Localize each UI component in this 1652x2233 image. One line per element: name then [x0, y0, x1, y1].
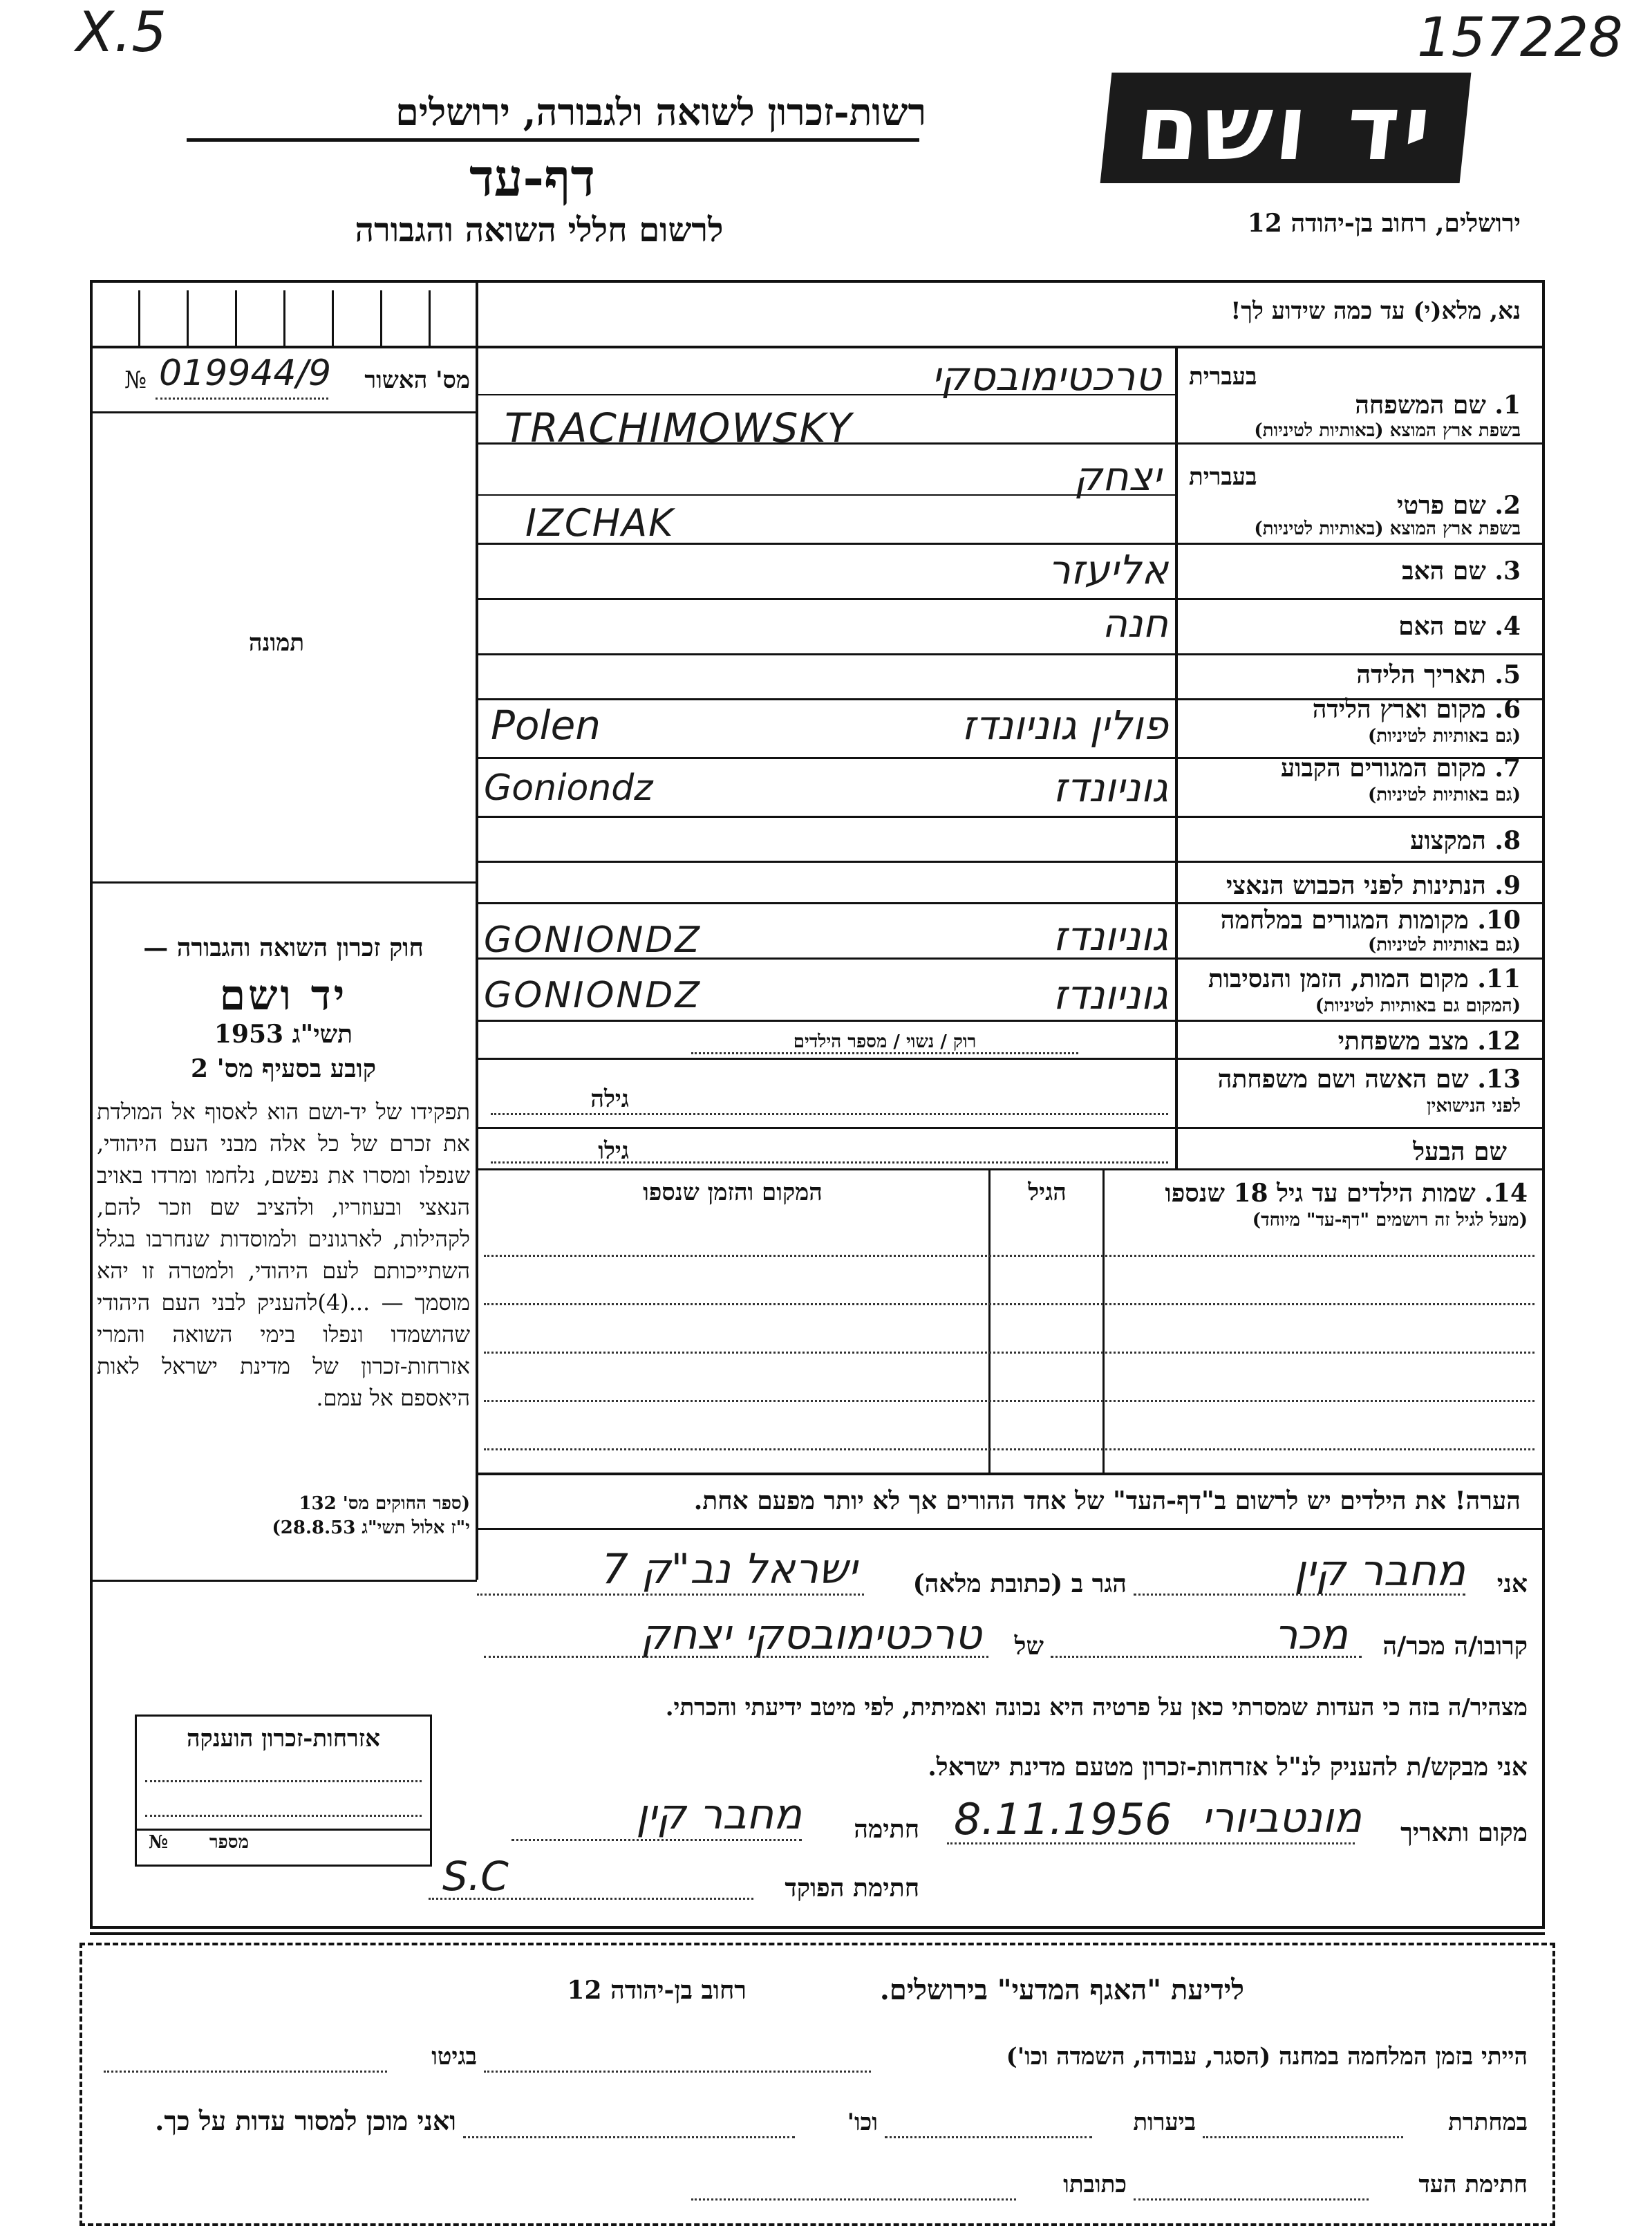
field-2-heb-value: יצחק: [1073, 453, 1161, 500]
field-1-note: בשפת ארץ המוצא (באותיות לטיניות): [1254, 420, 1521, 441]
place-date-label: מקום ותאריך: [1400, 1818, 1528, 1847]
witness-i-label: אני: [1496, 1569, 1528, 1598]
field-2-heb-tag: בעברית: [1189, 463, 1257, 491]
signature-value: מחבר קין: [636, 1791, 802, 1839]
field-1-latin-value: TRACHIMOWSKY: [505, 404, 853, 451]
witness-request: אני מבקש/ת להעניק לנ"ל אזרחות-זכרון מטעם מדינת ישראל.: [928, 1753, 1528, 1782]
law-name: יד ושם: [219, 971, 348, 1020]
field-10-note: (גם באותיות לטיניות): [1367, 935, 1521, 955]
witness-relative-label: קרובו/ה מכר/ה: [1382, 1632, 1528, 1661]
footer-line2-a: במחתרת: [1448, 2109, 1528, 2136]
citizenship-title: אזרחות-זכרון הוענקה: [187, 1725, 380, 1753]
address: ירושלים, רחוב בן-יהודה 12: [1247, 209, 1521, 238]
signature-label: חתימה: [854, 1815, 919, 1844]
footer-line1-b: בגיטו: [431, 2043, 477, 2071]
field-11-value: גוניונדז: [1053, 971, 1168, 1018]
witness-address: ישראל נב"ק 7: [601, 1545, 857, 1594]
law-body: תפקידו של יד-ושם הוא לאסוף אל המולדת את זכרם של כל אלה מבני העם היהודי, שנפלו ומסרו את נפשם, נלחמו ומרדו באויב הנאצי ובעוזריו, ולהציב שם וזכר להם, לקהילות, לארגונים ולמוסדות שנחרבו בגלל השתייכותם לעם היהודי, ולמטרה זו יהא מוסמך — ...(4)להעניק לבני העם היהודי שהושמדו ונפלו בימי השואה והמרי אזרחות-זכרון של מדינת ישראל לאות היאספם אל עמם.: [97, 1099, 471, 1411]
footer-line2-d: ואני מוכן למסור עדות על כך.: [155, 2105, 456, 2136]
footer-address: רחוב בן-יהודה 12: [567, 1976, 747, 2005]
law-gazette-date: י"ז אלול תשי"ג 28.8.53): [272, 1517, 470, 1538]
footer-line3-a: חתימת העד: [1418, 2171, 1528, 2198]
footer-heading: לידיעת "האגף המדעי" בירושלים.: [879, 1974, 1244, 2006]
field-10-label: 10. מקומות המגורים במלחמה: [1220, 906, 1521, 935]
archive-number: 157228: [1417, 7, 1623, 69]
field-11-latin-value: GONIONDZ: [484, 975, 702, 1016]
page-title: דף-עד: [469, 149, 596, 208]
field-7-value: גוניונדז: [1053, 764, 1168, 811]
place-value: מונטביורי: [1201, 1794, 1362, 1842]
witness-resides-label: הגר ב (כתובת מלאה): [912, 1569, 1127, 1598]
field-1-heb-tag: בעברית: [1189, 363, 1257, 391]
law-gazette: (ספר החוקים מס' 132: [299, 1493, 470, 1514]
citizenship-number-label: מספר: [209, 1832, 249, 1853]
field-7-note: (גם באותיות לטיניות): [1367, 785, 1521, 805]
witness-name: מחבר קין: [1294, 1545, 1465, 1596]
field-12-options: רוק / נשוי / מספר הילדים: [793, 1031, 977, 1052]
citizenship-no-prefix: №: [149, 1832, 169, 1853]
officer-label: חתימת הפוקד: [785, 1874, 919, 1903]
footer-line2-b: ביערות: [1133, 2109, 1196, 2136]
field-13-label: 13. שם האשה ושם משפחתה: [1217, 1065, 1521, 1094]
children-col-age: הגיל: [1028, 1179, 1067, 1206]
permit-value: 019944/9: [159, 353, 332, 394]
corner-mark: X.5: [76, 0, 167, 64]
field-6-latin-value: Polen: [491, 702, 601, 749]
law-clause: קובע בסעיף מס' 2: [191, 1054, 376, 1083]
date-value: 8.11.1956: [954, 1794, 1172, 1844]
field-husband-age-label: גילו: [598, 1137, 629, 1165]
permit-label: מס' האשור: [364, 366, 470, 394]
field-2-label: 2. שם פרטי: [1396, 491, 1521, 520]
field-9-label: 9. הנתינות לפני הכבוש הנאצי: [1226, 871, 1521, 900]
children-note: (מעל לגיל זה רושמים "דף-עד" מיוחד): [1252, 1210, 1528, 1231]
footer-line1-a: הייתי בזמן המלחמה במחנה (הסגר, עבודה, השמדה וכו'): [1006, 2043, 1528, 2071]
permit-no-prefix: №: [124, 366, 147, 394]
field-7-label: 7. מקום המגורים הקבוע: [1280, 754, 1521, 783]
field-13-age-label: גילה: [590, 1085, 629, 1113]
field-2-note: בשפת ארץ המוצא (באותיות לטיניות): [1254, 518, 1521, 539]
law-year: תשי"ג 1953: [214, 1020, 353, 1049]
law-title: חוק זכרון השואה והגבורה —: [143, 933, 424, 962]
field-7-latin-value: Goniondz: [484, 767, 653, 809]
page-subtitle: לרשום חללי השואה והגבורה: [355, 211, 724, 250]
witness-declaration: מצהיר/ה בזה כי העדות שמסרתי כאן על פרטיה היא נכונה ואמיתית, לפי מיטב ידיעתי והכרתי.: [665, 1694, 1528, 1721]
field-8-label: 8. המקצוע: [1410, 826, 1521, 855]
field-11-label: 11. מקום המות, הזמן והנסיבות: [1208, 964, 1521, 993]
photo-label: תמונה: [248, 629, 305, 657]
children-label: 14. שמות הילדים עד גיל 18 שנספו: [1165, 1179, 1528, 1208]
field-13-note: לפני הנישואין: [1426, 1096, 1521, 1116]
field-3-label: 3. שם האב: [1402, 557, 1521, 586]
field-6-value: פולין גוניונדז: [961, 702, 1168, 749]
field-12-label: 12. מצב משפחתי: [1337, 1027, 1521, 1056]
field-5-label: 5. תאריך הלידה: [1356, 660, 1521, 689]
footer-line3-b: כתובתו: [1063, 2171, 1127, 2198]
org-line: רשות-זכרון לשואה ולגבורה, ירושלים: [395, 90, 926, 134]
field-6-label: 6. מקום וארץ הלידה: [1312, 695, 1521, 724]
field-1-heb-value: טרכטימובסקי: [931, 353, 1161, 400]
instructions: נא, מלא(י) עד כמה שידוע לך!: [1230, 297, 1521, 325]
children-col-place: המקום והזמן שנספו: [643, 1179, 823, 1206]
field-4-value: חנה: [1102, 601, 1168, 646]
witness-of-label: של: [1014, 1632, 1044, 1661]
field-11-note: (המקום גם באותיות לטיניות): [1315, 996, 1521, 1016]
witness-of-value: טרכטימובסקי יצחק: [640, 1611, 982, 1659]
field-husband-label: שם הבעל: [1413, 1137, 1507, 1166]
field-6-note: (גם באותיות לטיניות): [1367, 726, 1521, 747]
remark: הערה! את הילדים יש לרשום ב"דף-העד" של אחד ההורים אך לא יותר מפעם אחת.: [693, 1486, 1521, 1515]
field-4-label: 4. שם האם: [1398, 612, 1521, 641]
field-10-latin-value: GONIONDZ: [484, 919, 702, 961]
yad-vashem-logo: יד ושם: [1100, 73, 1472, 183]
field-1-label: 1. שם המשפחה: [1355, 391, 1521, 420]
officer-signature: S.C: [442, 1853, 509, 1900]
field-3-value: אליעזר: [1048, 546, 1168, 593]
field-2-latin-value: IZCHAK: [525, 501, 675, 545]
witness-relation: מכר: [1274, 1611, 1348, 1659]
footer-line2-c: וכו': [847, 2109, 878, 2136]
field-10-value: גוניונדז: [1053, 913, 1168, 960]
